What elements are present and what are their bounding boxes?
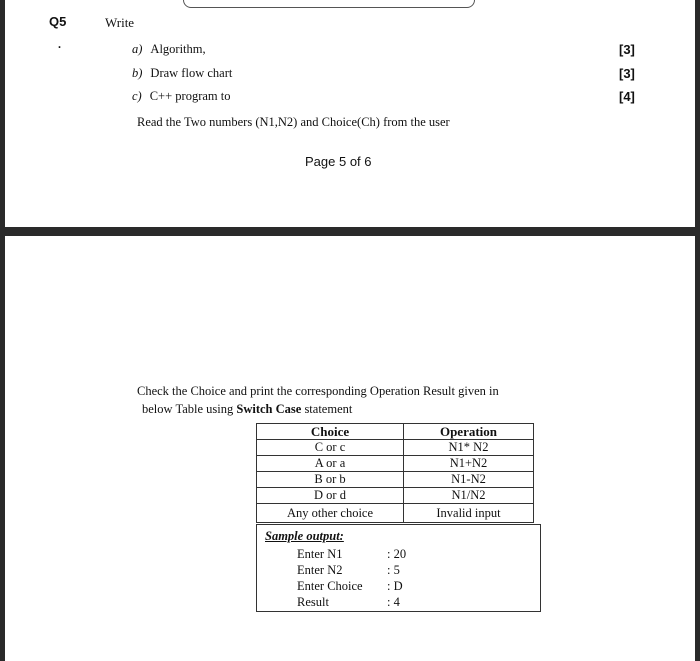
table-cell: C or c xyxy=(257,440,404,456)
operation-table xyxy=(256,423,534,523)
exam-page-6 xyxy=(5,236,695,661)
table-row xyxy=(257,472,534,488)
sample-label: Enter N1 xyxy=(297,547,343,561)
table-cell: N1-N2 xyxy=(404,472,534,488)
sample-value: : 5 xyxy=(387,563,400,577)
page-footer: Page 5 of 6 xyxy=(305,154,372,169)
table-row xyxy=(257,456,534,472)
item-text: C++ program to xyxy=(149,89,231,103)
instruction-suffix: statement xyxy=(301,402,353,416)
item-letter: a) xyxy=(132,42,143,56)
sample-label: Enter N2 xyxy=(297,563,343,577)
instruction-bold: Switch Case xyxy=(236,402,302,416)
sample-output-title: Sample output: xyxy=(265,529,344,543)
table-cell: D or d xyxy=(257,488,404,504)
item-c xyxy=(132,89,230,104)
table-cell: B or b xyxy=(257,472,404,488)
item-letter: c) xyxy=(132,89,142,103)
sample-label: Enter Choice xyxy=(297,579,363,593)
bullet-dot: . xyxy=(58,37,61,51)
header-box xyxy=(183,0,475,8)
sample-output-box xyxy=(256,524,541,612)
question-description: Read the Two numbers (N1,N2) and Choice(Ch) from the user xyxy=(137,115,450,129)
question-number: Q5 xyxy=(49,14,67,29)
item-letter: b) xyxy=(132,66,143,80)
table-cell: A or a xyxy=(257,456,404,472)
table-header-row xyxy=(257,424,534,440)
sample-value: : D xyxy=(387,579,403,593)
item-b xyxy=(132,66,232,81)
item-b-marks: [3] xyxy=(619,66,635,81)
choice-header: Choice xyxy=(257,424,404,440)
table-cell: N1* N2 xyxy=(404,440,534,456)
operation-header: Operation xyxy=(404,424,534,440)
table-cell: N1/N2 xyxy=(404,488,534,504)
table-cell: Invalid input xyxy=(404,504,534,523)
item-c-marks: [4] xyxy=(619,89,635,104)
instruction-line-2 xyxy=(142,402,352,417)
question-intro: Write xyxy=(105,15,135,30)
table-row xyxy=(257,504,534,523)
table-cell: N1+N2 xyxy=(404,456,534,472)
instruction-prefix: below Table using xyxy=(142,402,237,416)
exam-page-5 xyxy=(5,0,695,227)
item-a-marks: [3] xyxy=(619,42,635,57)
sample-label: Result xyxy=(297,595,329,609)
table-row xyxy=(257,488,534,504)
item-text: Draw flow chart xyxy=(150,66,233,80)
item-a xyxy=(132,42,206,57)
instruction-line-1: Check the Choice and print the corresponding Operation Result given in xyxy=(137,384,499,398)
table-row xyxy=(257,440,534,456)
sample-value: : 4 xyxy=(387,595,400,609)
sample-value: : 20 xyxy=(387,547,407,561)
table-cell: Any other choice xyxy=(257,504,404,523)
item-text: Algorithm, xyxy=(150,42,206,56)
